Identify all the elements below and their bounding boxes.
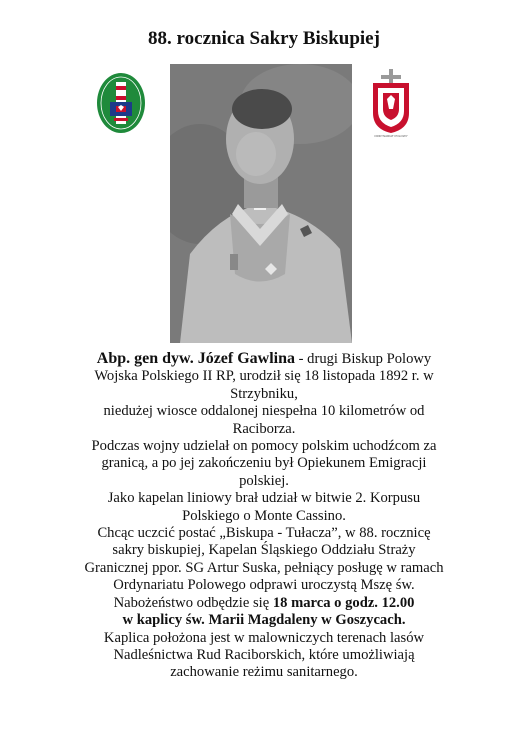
mass-location: w kaplicy św. Marii Magdaleny w Goszycach. [122, 612, 406, 629]
ordinariate-caption: ORDYNARIAT POLOWY [374, 134, 408, 138]
paragraph-4: Jako kapelan liniowy brał udział w bitwie 2. Korpusu Polskiego o Monte Cassino. [107, 490, 421, 524]
bishop-name: Abp. gen dyw. Józef Gawlina [96, 350, 296, 367]
mass-date-prefix: Nabożeństwo odbędzie się [113, 594, 273, 611]
paragraph-3: Podczas wojny udzielał on pomocy polskim uchodźcom za granicą, a po jej zakończeniu był Opiekunem Emigracji polskiej. [91, 438, 437, 489]
paragraph-5: Chcąc uczcić postać „Biskupa - Tułacza”, w 88. rocznicę sakry biskupiej, Kapelan Śląskiego Oddziału Straży Granicznej ppor. SG Artur Suska, pełniący posługę w ramach Ordynariatu Polowego odprawi uroczystą Mszę św. [84, 525, 444, 594]
paragraph-6 [80, 595, 448, 612]
border-guard-emblem-icon [96, 72, 146, 134]
article-body [80, 350, 448, 682]
paragraph-2: niedużej wiosce oddalonej niespełna 10 kilometrów od Raciborza. [103, 403, 425, 437]
intro-paragraph [80, 350, 448, 403]
paragraph-8: Kaplica położona jest w malowniczych terenach lasów Nadleśnictwa Rud Raciborskich, które umożliwiają zachowanie reżimu sanitarnego. [103, 629, 425, 681]
intro-text: - drugi Biskup Polowy Wojska Polskiego II RP, urodził się 18 listopada 1892 r. w Strzybniku, [94, 351, 434, 402]
field-ordinariate-emblem-icon [369, 69, 413, 135]
paragraph-7 [80, 612, 448, 629]
portrait-photo [170, 64, 352, 343]
portrait-figure-icon [170, 64, 352, 343]
mass-date: 18 marca o godz. 12.00 [272, 594, 415, 611]
page-title: 88. rocznica Sakry Biskupiej [148, 28, 380, 49]
